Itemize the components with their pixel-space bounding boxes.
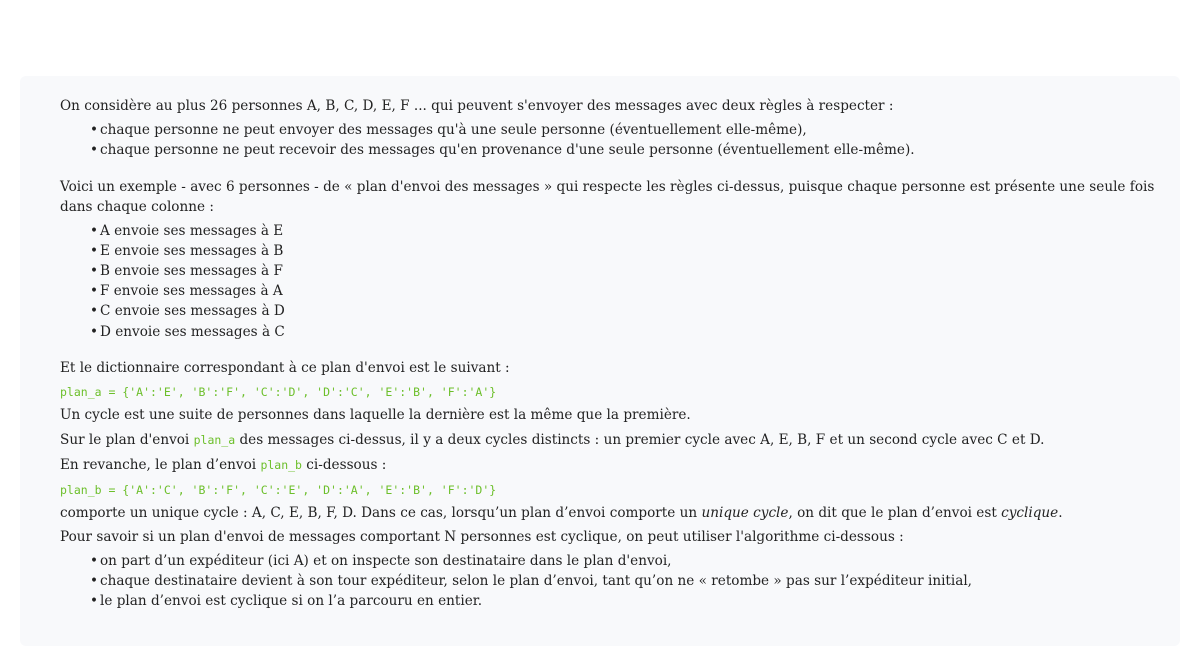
plan-a-sentence bbox=[60, 430, 1044, 450]
text: Sur le plan d'envoi bbox=[60, 432, 194, 448]
example-intro: Voici un exemple - avec 6 personnes - de « plan d'envoi des messages » qui respecte les règles ci-dessus, puisque chaque personne est présente une seule fois bbox=[60, 179, 1155, 195]
example-item: • F envoie ses messages à A bbox=[90, 281, 283, 301]
example-item: • B envoie ses messages à F bbox=[90, 261, 283, 281]
inline-code: plan_b bbox=[260, 458, 302, 472]
example-item: • E envoie ses messages à B bbox=[90, 241, 283, 261]
text: comporte un unique cycle : A, C, E, B, F, D. Dans ce cas, lorsqu’un plan d’envoi comporte un bbox=[60, 505, 702, 521]
plan-b-code: plan_b = {'A':'C', 'B':'F', 'C':'E', 'D':'A', 'E':'B', 'F':'D'} bbox=[60, 483, 497, 497]
text: des messages ci-dessus, il y a deux cycles distincts : un premier cycle avec A, E, B, F et un second cycle avec C et D. bbox=[235, 432, 1045, 448]
dict-intro: Et le dictionnaire correspondant à ce plan d'envoi est le suivant : bbox=[60, 360, 510, 376]
cyclic-sentence bbox=[60, 503, 1063, 523]
example-intro-cont: dans chaque colonne : bbox=[60, 199, 214, 215]
plan-b-sentence bbox=[60, 455, 386, 475]
cycle-definition: Un cycle est une suite de personnes dans laquelle la dernière est la même que la première. bbox=[60, 407, 691, 423]
example-item: • A envoie ses messages à E bbox=[90, 221, 283, 241]
algo-step: • chaque destinataire devient à son tour expéditeur, selon le plan d’envoi, tant qu’on ne « retombe » pas sur l’expéditeur initial, bbox=[90, 571, 972, 591]
plan-a-code: plan_a = {'A':'E', 'B':'F', 'C':'D', 'D':'C', 'E':'B', 'F':'A'} bbox=[60, 385, 497, 399]
algo-intro: Pour savoir si un plan d'envoi de messages comportant N personnes est cyclique, on peut utiliser l'algorithme ci-dessous : bbox=[60, 529, 904, 545]
text: , on dit que le plan d’envoi est bbox=[788, 505, 1002, 521]
emphasis: cyclique bbox=[1001, 505, 1059, 521]
example-item: • C envoie ses messages à D bbox=[90, 301, 285, 321]
inline-code: plan_a bbox=[193, 433, 236, 447]
text: ci-dessous : bbox=[301, 457, 387, 473]
rule-item: • chaque personne ne peut envoyer des messages qu'à une seule personne (éventuellement elle-même), bbox=[90, 120, 807, 140]
text: . bbox=[1058, 505, 1063, 521]
intro-paragraph: On considère au plus 26 personnes A, B, C, D, E, F ... qui peuvent s'envoyer des messages avec deux règles à respecter : bbox=[60, 98, 894, 114]
emphasis: unique cycle bbox=[701, 505, 789, 521]
rule-item: • chaque personne ne peut recevoir des messages qu'en provenance d'une seule personne (éventuellement elle-même). bbox=[90, 140, 915, 160]
algo-step: • le plan d’envoi est cyclique si on l’a parcouru en entier. bbox=[90, 591, 482, 611]
algo-step: • on part d’un expéditeur (ici A) et on inspecte son destinataire dans le plan d'envoi, bbox=[90, 551, 672, 571]
text: En revanche, le plan d’envoi bbox=[60, 457, 261, 473]
example-item: • D envoie ses messages à C bbox=[90, 322, 285, 342]
